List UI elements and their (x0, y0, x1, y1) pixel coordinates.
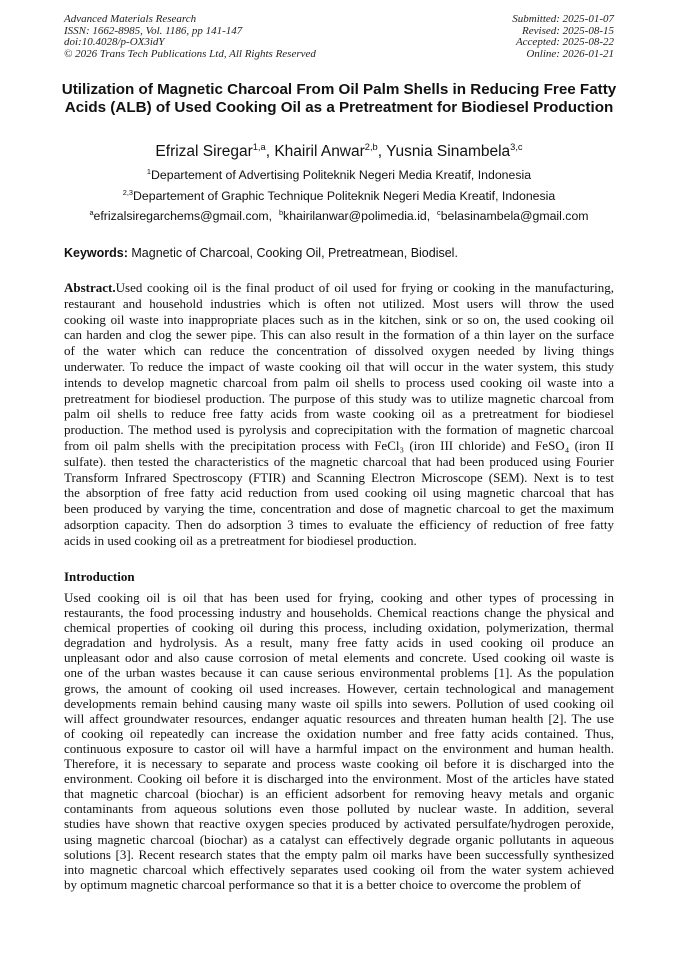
abstract (64, 280, 614, 549)
author-name: Efrizal Siregar (155, 143, 253, 160)
paper-title: Utilization of Magnetic Charcoal From Oil Palm Shells in Reducing Free Fatty Acids (ALB) of Used Cooking Oil as a Pretreatment for Biodiesel Production (61, 81, 617, 116)
text-line: palm oil shells to reduce free fatty acids from waste cooking oil as a pretreatment for biodiesel (64, 406, 614, 422)
email-link[interactable]: efrizalsiregarchems@gmail.com, (93, 209, 273, 223)
text-line: the absorption of free fatty acid reduction from used cooking oil using magnetic charcoal that has (64, 485, 614, 501)
email-mark: a (89, 208, 94, 217)
submission-dates (512, 14, 614, 60)
copyright: © 2026 Trans Tech Publications Ltd, All Rights Reserved (64, 47, 316, 60)
text-line: chemical properties of cooking oil during this process, including oxidation, polymerization, thermal (64, 620, 614, 636)
section-heading-introduction: Introduction (64, 569, 135, 584)
email-mark: c (437, 208, 441, 217)
introduction-body (64, 590, 614, 892)
text-line: environment. Cooking oil before it is discharged into the environment. Most of the articles have stated (64, 771, 614, 787)
text-line: pretreatment for biodiesel production. The purpose of this study was to utilize magnetic charcoal from (64, 390, 614, 406)
text-line: Abstract.Used cooking oil is the final product of oil used for frying or cooking in the manufacturing, (64, 280, 614, 295)
issn-volume: ISSN: 1662-8985, Vol. 1186, pp 141-147 (64, 24, 243, 37)
text-line: degradation and hydrolysis. As a result, many free fatty acids in used cooking oil produce an (64, 635, 614, 651)
email-link[interactable]: belasinambela@gmail.com (440, 209, 589, 223)
text-line: of cooking oil repeatedly can increase the oxidation number and free fatty acids contained. Thus, (64, 725, 614, 741)
text-line: from oil palm shells with the precipitation process with FeCl₃ (iron III chloride) and FeSO₄ (iron II (64, 437, 614, 453)
author-affiliation-mark: 3,c (510, 142, 523, 152)
text-line: into magnetic charcoal which effectively separates used cooking oil from the water system achieved (64, 861, 614, 877)
text-line: restaurants, the food processing industry and households. Chemical reactions change the physical and (64, 605, 614, 621)
text-line: cooking oil waste into inappropriate places such as in the kitchen, sink or so on, the used cooking oil (64, 311, 614, 327)
text-line: using magnetic charcoal (biochar) as a catalyst can effectively degrade organic pollutants in aqueous (64, 831, 614, 847)
author-list: Efrizal Siregar$^{1,a}$, Khairil Anwar$^{2,b}$, Yusnia Sinambela$^{3,c}$ (155, 142, 523, 160)
author-name: Khairil Anwar (274, 143, 365, 160)
text-line: that magnetic charcoal (biochar) is an efficient adsorbent for removing heavy metals and organic (64, 786, 614, 802)
text-line: grows, the amount of cooking oil used increases. However, certain technological and management (64, 680, 614, 696)
text-line: continuous exposure to castor oil will have a harmful impact on the environment and human health. (64, 740, 614, 756)
text-line: intends to develop magnetic charcoal from palm oil shells to process used cooking oil waste into a (64, 374, 614, 390)
text-line: Transform Infrared Spectroscopy (FTIR) and Scanning Electron Microscope (SEM). Next is to test (64, 469, 614, 485)
abstract-label: Abstract. (64, 280, 116, 295)
author-emails (0, 209, 678, 223)
text-line: developments remain behind causing many waste oil spills into sewers. Pollution of used cooking oil (64, 695, 614, 711)
text-line: production. The method used is pyrolysis and coprecipitation with the formation of magnetic charcoal (64, 422, 614, 438)
author-affiliation-mark: 1,a (252, 142, 266, 152)
author-name: Yusnia Sinambela (386, 143, 511, 160)
email-link[interactable]: khairilanwar@polimedia.id, (283, 209, 431, 223)
text-line: Used cooking oil is oil that has been used for frying, cooking and other types of processing in (64, 590, 614, 605)
affiliation (0, 168, 678, 182)
text-line: studies have shown that reactive oxygen species produced by activated persulfate/hydrogen peroxide, (64, 816, 614, 832)
keywords-label: Keywords: (64, 246, 128, 260)
doi: doi:10.4028/p-OX3idY (64, 36, 165, 49)
keywords-text: Magnetic of Charcoal, Cooking Oil, Pretreatmean, Biodisel. (131, 246, 458, 260)
journal-info (64, 14, 316, 60)
online-date: Online: 2026-01-21 (526, 47, 614, 60)
text-line: adsorption capacity. Then do adsorption 3 times to evaluate the efficiency of reduction of free fatty (64, 516, 614, 532)
text-line: unpleasant odor and also cause corrosion of metal elements and concrete. Used cooking oil waste is (64, 650, 614, 666)
submitted-date: Submitted: 2025-01-07 (512, 13, 614, 25)
text-line: one of the urban wastes because it can cause serious environmental problems [1]. As the population (64, 665, 614, 681)
text-line: sulfate). then tested the characteristics of the magnetic charcoal that had been produced using Fourier (64, 453, 614, 469)
text-line: can harden and clog the sewer pipe. This can also result in the formation of a thin layer on the surface (64, 327, 614, 343)
text-line: will affect groundwater resources, endanger aquatic resources and threaten human health [2]. The use (64, 710, 614, 726)
author-affiliation-mark: 2,b (364, 142, 378, 152)
text-line: by optimum magnetic charcoal performance so that it is a better choice to overcome the problem of (64, 876, 581, 892)
text-line: of the water which can reduce the concentration of dissolved oxygen needed by living things (64, 343, 614, 359)
text-line: underwater. To reduce the impact of waste cooking oil that will occur in the water system, this study (64, 358, 614, 374)
affiliation-text: Departement of Graphic Technique Politeknik Negeri Media Kreatif, Indonesia (133, 189, 556, 203)
affiliation-text: Departement of Advertising Politeknik Negeri Media Kreatif, Indonesia (151, 168, 532, 182)
revised-date: Revised: 2025-08-15 (522, 24, 614, 37)
text-line: Therefore, it is necessary to separate and process waste cooking oil before it is discharged into the (64, 756, 614, 772)
affiliation (0, 189, 678, 203)
keywords (64, 246, 458, 260)
text-line: restaurant and household industries which is often not utilized. Most users will throw the used (64, 295, 614, 311)
journal-name: Advanced Materials Research (64, 13, 197, 25)
affiliation-mark: 2,3 (122, 188, 134, 197)
text-line: contaminants from aqueous solutions even those polluted by nuclear waste. In addition, several (64, 801, 614, 817)
affiliation-mark: 1 (146, 167, 152, 176)
text-line: acids in used cooking oil as a pretreatment for biodiesel production. (64, 532, 417, 548)
text-line: been produced by varying the time, concentration and dose of magnetic charcoal to get the maximum (64, 501, 614, 517)
text-line: solutions [3]. Recent research states that the empty palm oil marks have been successfully synthesized (64, 846, 614, 862)
email-mark: b (278, 208, 284, 217)
accepted-date: Accepted: 2025-08-22 (515, 36, 614, 49)
